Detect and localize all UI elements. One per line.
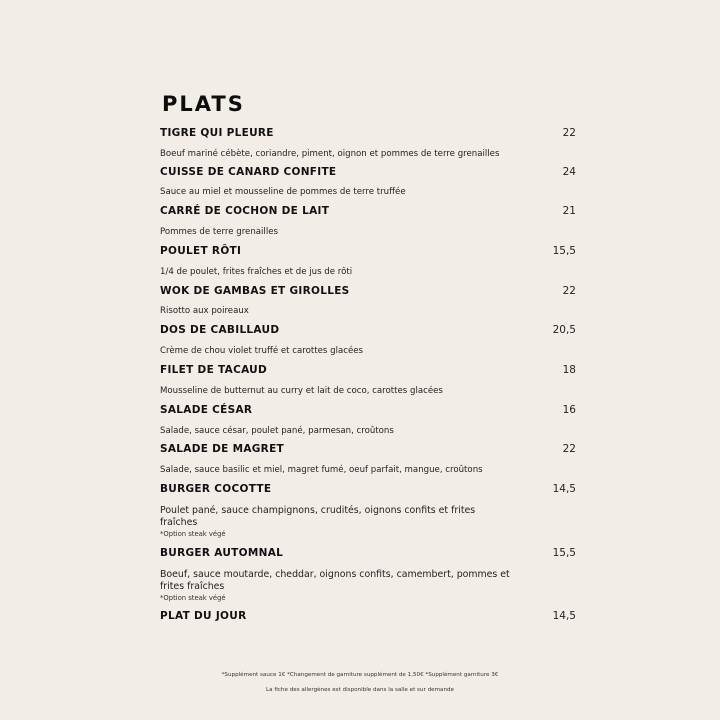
menu-item xyxy=(160,547,576,602)
menu-item-note: *Option steak végé xyxy=(160,530,226,538)
menu-item-header xyxy=(160,285,576,301)
menu-item-header xyxy=(160,610,576,626)
menu-item-name: SALADE CÉSAR xyxy=(160,404,253,416)
menu-item-description: Sauce au miel et mousseline de pommes de terre truffée xyxy=(160,187,406,197)
menu-item-note: *Option steak végé xyxy=(160,594,226,602)
menu-item-description: Boeuf mariné cébète, coriandre, piment, oignon et pommes de terre grenailles xyxy=(160,149,500,159)
menu-item xyxy=(160,483,576,538)
menu-item-name: CARRÉ DE COCHON DE LAIT xyxy=(160,205,330,217)
menu-item-description: Boeuf, sauce moutarde, cheddar, oignons confits, camembert, pommes et frites fraîches xyxy=(160,569,510,592)
menu-item xyxy=(160,404,576,436)
menu-item-price: 20,5 xyxy=(552,324,576,336)
menu-item xyxy=(160,166,576,197)
menu-item-name: BURGER AUTOMNAL xyxy=(160,547,284,559)
menu-item-header xyxy=(160,483,576,499)
menu-item-name: FILET DE TACAUD xyxy=(160,364,268,376)
menu-item-description: Risotto aux poireaux xyxy=(160,306,249,316)
menu-item-name: PLAT DU JOUR xyxy=(160,610,247,622)
menu-item-header xyxy=(160,547,576,563)
footer-supplements: *Supplément sauce 1€ *Changement de garniture supplément de 1,50€ *Supplément garniture 3€ xyxy=(221,672,499,678)
menu-item-price: 18 xyxy=(562,364,576,376)
menu-item-name: CUISSE DE CANARD CONFITE xyxy=(160,166,337,178)
page-title: PLATS xyxy=(162,92,245,116)
menu-item xyxy=(160,285,576,316)
menu-item xyxy=(160,127,576,159)
menu-item-name: WOK DE GAMBAS ET GIROLLES xyxy=(160,285,350,297)
menu-item-price: 15,5 xyxy=(552,245,576,257)
menu-item-name: DOS DE CABILLAUD xyxy=(160,324,280,336)
menu-item-description: Salade, sauce césar, poulet pané, parmesan, croûtons xyxy=(160,426,394,436)
menu-item xyxy=(160,324,576,356)
menu-item xyxy=(160,205,576,237)
menu-item-header xyxy=(160,245,576,261)
menu-item-header xyxy=(160,324,576,340)
menu-item-description: Mousseline de butternut au curry et lait de coco, carottes glacées xyxy=(160,386,443,396)
menu-item-price: 14,5 xyxy=(552,483,576,495)
menu-item xyxy=(160,610,576,626)
menu-item-header xyxy=(160,205,576,221)
menu-item-price: 22 xyxy=(562,285,576,297)
menu-item-price: 22 xyxy=(562,443,576,455)
menu-item-header xyxy=(160,166,576,182)
menu-item xyxy=(160,245,576,277)
menu-item-description: Salade, sauce basilic et miel, magret fumé, oeuf parfait, mangue, croûtons xyxy=(160,465,483,475)
menu-item-description: 1/4 de poulet, frites fraîches et de jus de rôti xyxy=(160,267,353,277)
menu-item xyxy=(160,443,576,475)
menu-item-header xyxy=(160,443,576,459)
menu-item-price: 14,5 xyxy=(552,610,576,622)
menu-item xyxy=(160,364,576,396)
menu-item-description: Crème de chou violet truffé et carottes glacées xyxy=(160,346,364,356)
menu-item-price: 21 xyxy=(562,205,576,217)
menu-item-description: Pommes de terre grenailles xyxy=(160,227,278,237)
menu-item-name: TIGRE QUI PLEURE xyxy=(160,127,274,139)
menu-item-header xyxy=(160,127,576,143)
menu-item-name: BURGER COCOTTE xyxy=(160,483,272,495)
menu-item-header xyxy=(160,364,576,380)
menu-item-description: Poulet pané, sauce champignons, crudités, oignons confits et frites fraîches xyxy=(160,505,476,528)
footer-allergens: La fiche des allergènes est disponible dans la salle et sur demande xyxy=(266,687,454,693)
menu-item-price: 24 xyxy=(562,166,576,178)
menu-item-price: 16 xyxy=(562,404,576,416)
menu-item-header xyxy=(160,404,576,420)
menu-item-name: SALADE DE MAGRET xyxy=(160,443,285,455)
menu-item-price: 22 xyxy=(562,127,576,139)
menu-item-name: POULET RÔTI xyxy=(160,245,242,257)
menu-item-price: 15,5 xyxy=(552,547,576,559)
